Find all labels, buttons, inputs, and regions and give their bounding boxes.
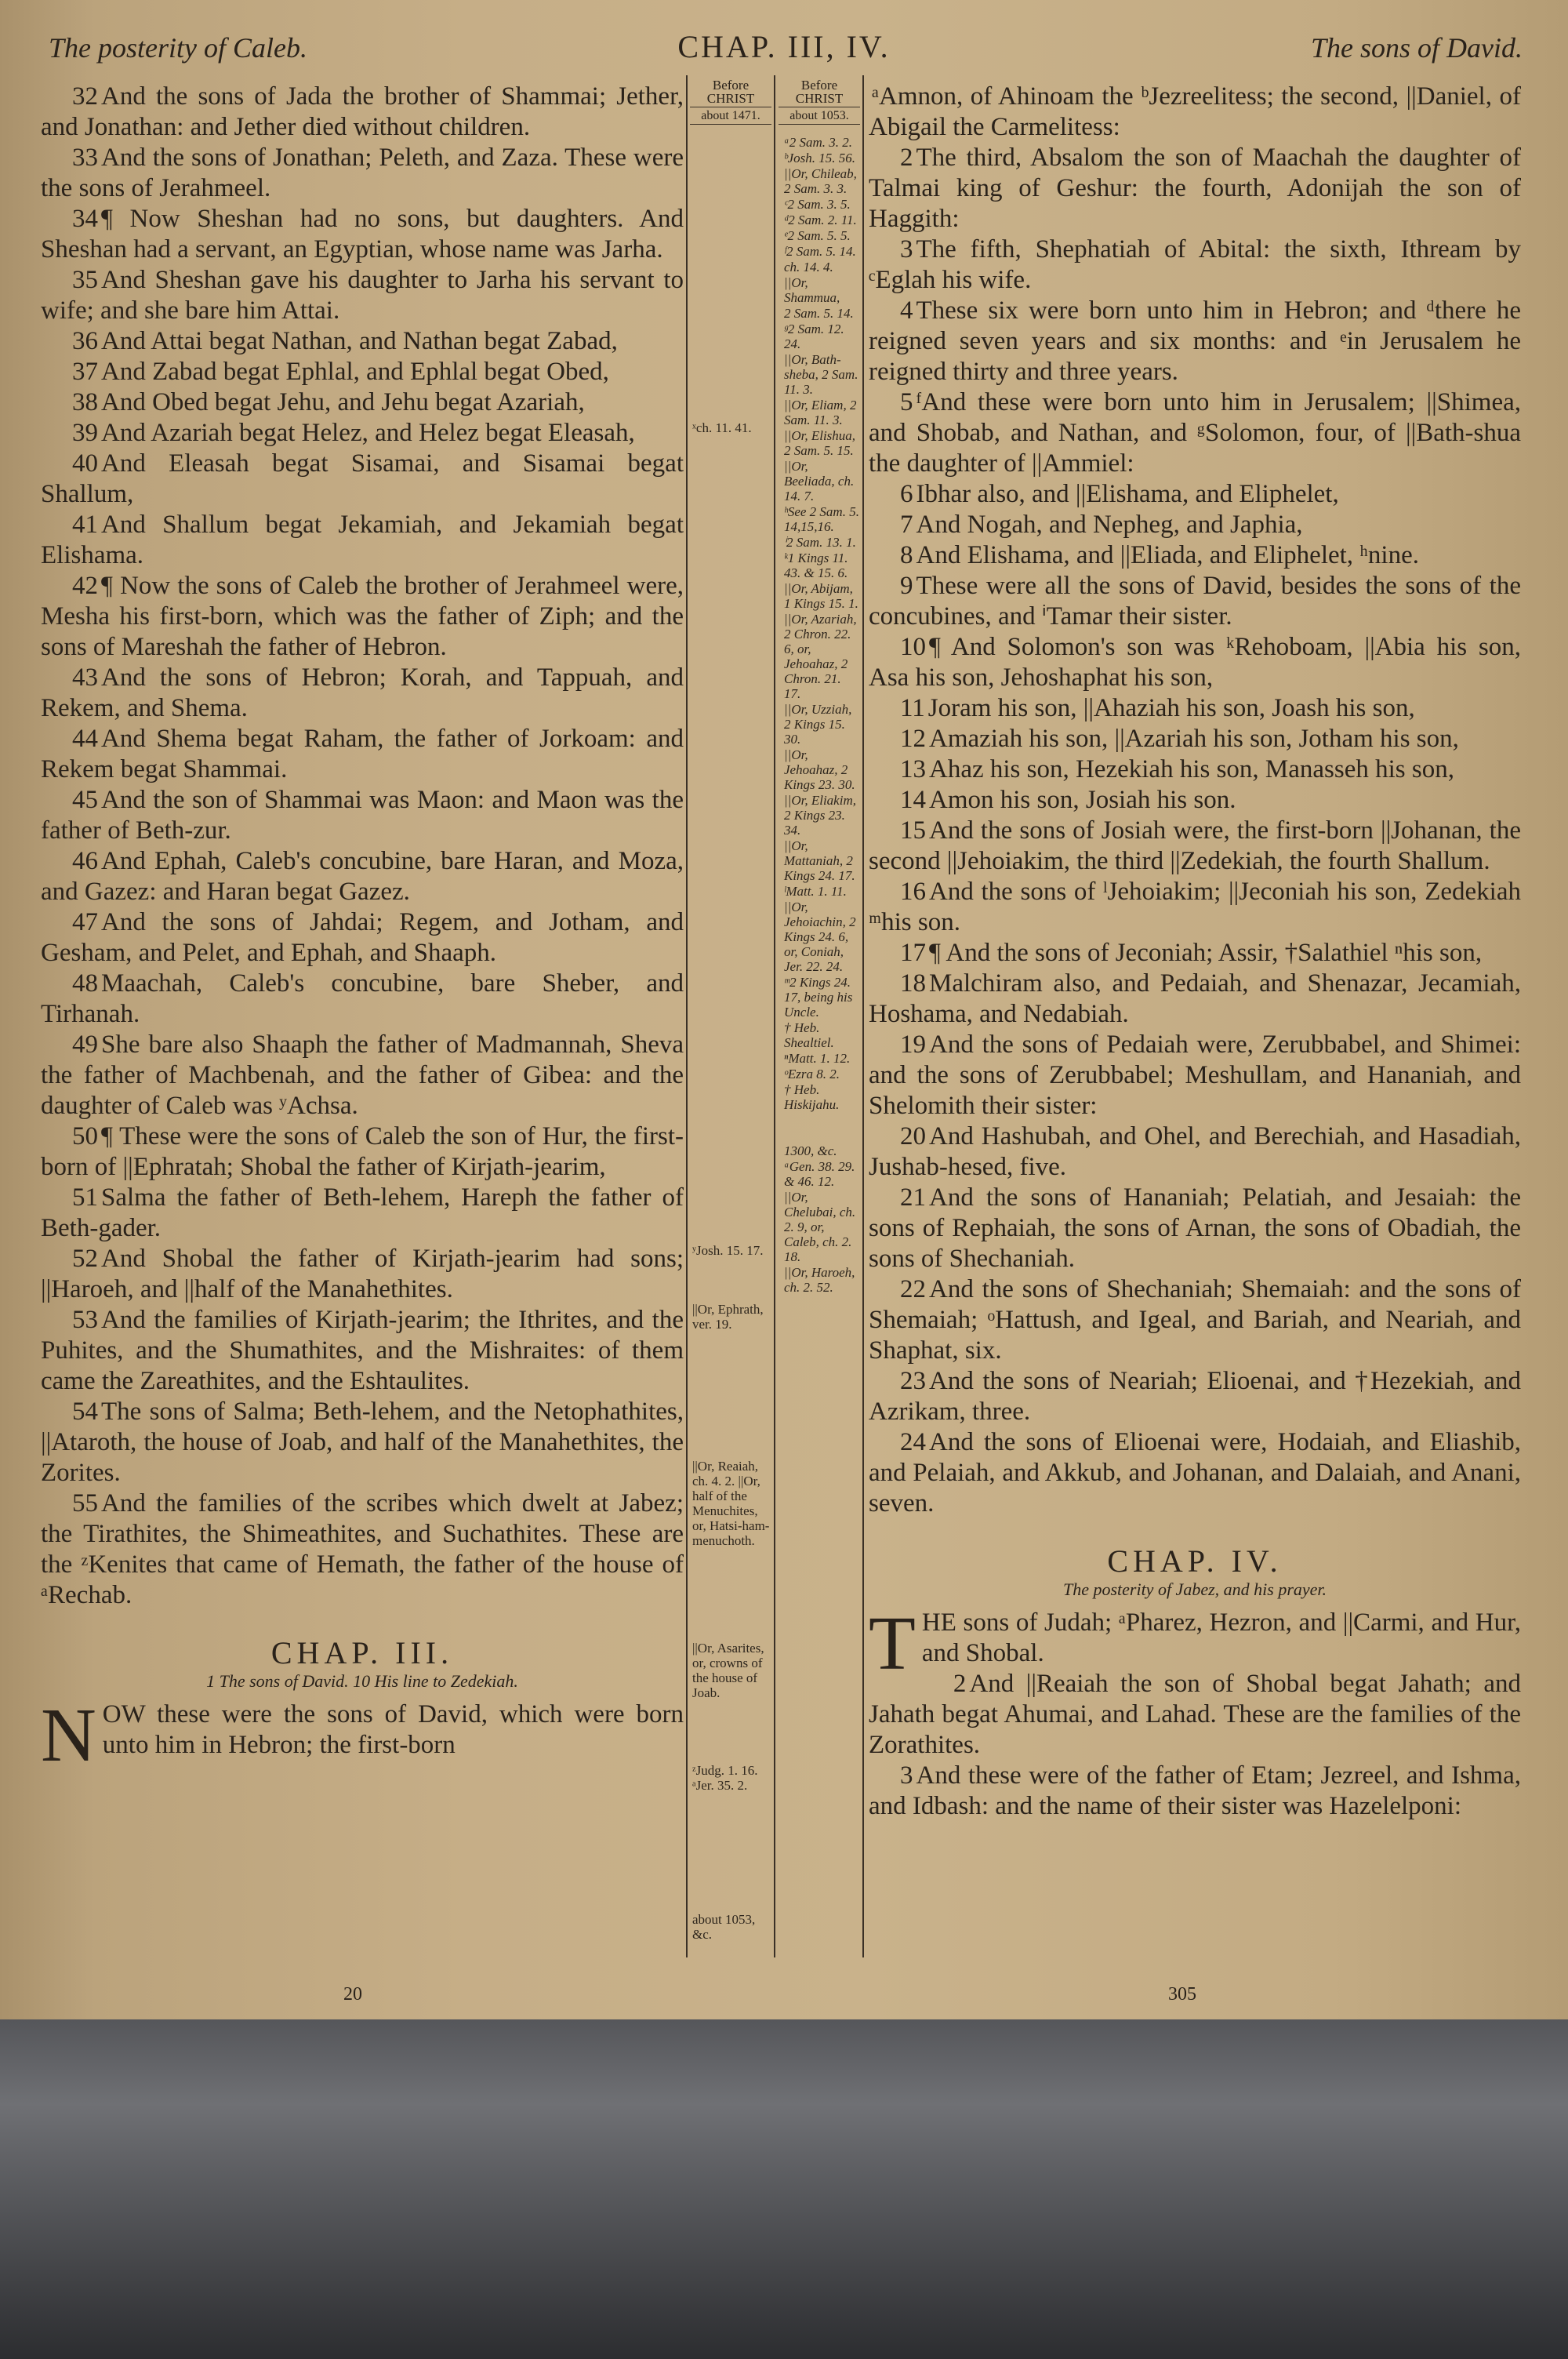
verse-number: 21 [900, 1183, 926, 1212]
margin-ref: ᵐ2 Kings 24. 17, being his Uncle. [784, 975, 853, 1020]
margin-ref: 1300, &c. [784, 1143, 837, 1158]
page-number: 305 [1168, 1984, 1196, 2005]
verse-number: 22 [900, 1275, 926, 1303]
margin-era: Before CHRIST [690, 78, 771, 107]
verse [41, 1030, 684, 1121]
verse-text: And Zabad begat Ephlal, and Ephlal begat Obed, [101, 358, 609, 386]
verse [41, 265, 684, 326]
verse [41, 326, 684, 357]
verse-text: And Hashubah, and Ohel, and Berechiah, and Hasadiah, Jushab-hesed, five. [869, 1122, 1521, 1181]
verse-text: Malchiram also, and Pedaiah, and Shenazar, Jecamiah, Hoshama, and Nedabiah. [869, 969, 1521, 1028]
verse-number: 52 [72, 1245, 98, 1273]
verse-number: 2 [953, 1670, 967, 1698]
margin-note: ˣch. 11. 41. [692, 420, 752, 435]
verse-number: 10 [900, 633, 926, 661]
verse-number: 9 [900, 572, 913, 600]
verse [41, 204, 684, 265]
verse [869, 969, 1521, 1030]
verse-number: 55 [72, 1489, 98, 1518]
margin-ref: ||Or, Uzziah, 2 Kings 15. 30. [784, 702, 852, 747]
margin-ref: ||Or, Elishua, 2 Sam. 5. 15. [784, 428, 856, 458]
margin-ref: ᵏ1 Kings 11. 43. & 15. 6. [784, 551, 848, 580]
verse-text: Joram his son, ||Ahaziah his son, Joash his son, [927, 694, 1415, 722]
margin-ref: ᵃGen. 38. 29. & 46. 12. [784, 1159, 855, 1189]
verse [41, 1121, 684, 1183]
verse [869, 571, 1521, 632]
margin-ref: ʰSee 2 Sam. 5. 14,15,16. [784, 504, 859, 534]
margin-ref: ᵈ2 Sam. 2. 11. [784, 213, 857, 227]
verse-text: And the sons of Hebron; Korah, and Tappuah, and Rekem, and Shema. [41, 663, 684, 722]
verse-number: 47 [72, 908, 98, 936]
signature-mark: 20 [343, 1984, 362, 2005]
verse-text: And the sons of Hananiah; Pelatiah, and Jesaiah: the sons of Rephaiah, the sons of Arnan, the sons of Obadiah, the sons of Shechaniah. [869, 1183, 1521, 1273]
verse-number: 40 [72, 449, 98, 478]
verse [41, 724, 684, 785]
verse-text: And the families of the scribes which dwelt at Jabez; the Tirathites, the Shimeathites, and Suchathites. These are the ᶻKenites that came of Hemath, the father of the house of ᵃRechab. [41, 1489, 684, 1609]
verse-number: 2 [900, 144, 913, 172]
margin-ref: ||Or, Chelubai, ch. 2. 9, or, Caleb, ch. 2. 18. [784, 1190, 856, 1264]
verse-text: And Nogah, and Nepheg, and Japhia, [916, 511, 1303, 539]
verse-text: And the sons of Elioenai were, Hodaiah, and Eliashib, and Pelaiah, and Akkub, and Johanan, and Dalaiah, and Anani, seven. [869, 1428, 1521, 1518]
verse-number: 42 [72, 572, 98, 600]
margin-ref: ||Or, Mattaniah, 2 Kings 24. 17. [784, 838, 855, 883]
verse-text: And the families of Kirjath-jearim; the Ithrites, and the Puhites, and the Shumathites, and the Mishraites: of them came the Zareathites, and the Eshtaulites. [41, 1306, 684, 1395]
margin-era: Before CHRIST [779, 78, 860, 107]
verse-list [41, 82, 684, 1611]
verse-number: 41 [72, 511, 98, 539]
verse-number: 18 [900, 969, 926, 998]
verse-text: And these were of the father of Etam; Jezreel, and Ishma, and Idbash: and the name of their sister was Hazelelponi: [869, 1761, 1521, 1820]
margin-ref: ᶠ2 Sam. 5. 14. [784, 244, 856, 259]
margin-ref: ᶜ2 Sam. 3. 5. [784, 197, 851, 212]
verse-number: 45 [72, 786, 98, 814]
margin-references [784, 135, 861, 1296]
column-rule [774, 75, 775, 1957]
background-surface [0, 2019, 1568, 2359]
verse-text: ¶ And Solomon's son was ᵏRehoboam, ||Abia his son, Asa his son, Jehoshaphat his son, [869, 633, 1521, 692]
opening-text: HE sons of Judah; ᵃPharez, Hezron, and ||Carmi, and Hur, and Shobal. [921, 1608, 1521, 1667]
margin-ref: ⁱ2 Sam. 13. 1. [784, 535, 856, 550]
verse-text: And the sons of Pedaiah were, Zerubbabel, and Shimei: and the sons of Zerubbabel; Meshullam, and Hananiah, and Shelomith their sister: [869, 1030, 1521, 1120]
verse-number: 49 [72, 1030, 98, 1059]
verse-number: 37 [72, 358, 98, 386]
verse-text: ᵃAmnon, of Ahinoam the ᵇJezreelitess; the second, ||Daniel, of Abigail the Carmelitess: [869, 82, 1521, 141]
verse [869, 938, 1521, 969]
verse [869, 877, 1521, 938]
verse-number: 32 [72, 82, 98, 111]
verse [869, 234, 1521, 296]
verse [869, 1183, 1521, 1274]
verse-number: 34 [72, 205, 98, 233]
verse-number: 16 [900, 878, 926, 906]
text-column-left [41, 82, 684, 1778]
verse [41, 82, 684, 143]
verse [41, 1305, 684, 1397]
verse-number: 19 [900, 1030, 926, 1059]
verse-text: She bare also Shaaph the father of Madmannah, Sheva the father of Machbenah, and the father of Gibea: and the daughter of Caleb was ʸAchsa. [41, 1030, 684, 1120]
verse [41, 907, 684, 969]
verse [41, 449, 684, 510]
verse-number: 4 [900, 296, 913, 325]
verse [869, 724, 1521, 754]
verse [41, 510, 684, 571]
verse-number: 13 [900, 755, 926, 783]
verse-text: And Elishama, and ||Eliada, and Eliphelet, ʰnine. [916, 541, 1419, 569]
verse [41, 785, 684, 846]
verse [869, 1121, 1521, 1183]
margin-ref: ||Or, Shammua, [784, 275, 840, 305]
verse [869, 479, 1521, 510]
verse [41, 663, 684, 724]
margin-ref: ||Or, Haroeh, ch. 2. 52. [784, 1265, 855, 1295]
verse-text: And Ephah, Caleb's concubine, bare Haran, and Moza, and Gazez: and Haran begat Gazez. [41, 847, 684, 906]
verse-number: 7 [900, 511, 913, 539]
verse-text: And Shallum begat Jekamiah, and Jekamiah begat Elishama. [41, 511, 684, 569]
verse [869, 754, 1521, 785]
verse-number: 24 [900, 1428, 926, 1456]
verse-text: And Shobal the father of Kirjath-jearim had sons; ||Haroeh, and ||half of the Manahethites. [41, 1245, 684, 1303]
chapter-title: CHAP. IV. [1107, 1543, 1283, 1579]
verse-text: The sons of Salma; Beth-lehem, and the Netophathites, ||Ataroth, the house of Joab, and half of the Manahethites, the Zorites. [41, 1398, 684, 1487]
verse [41, 1244, 684, 1305]
verse-text: And Shema begat Raham, the father of Jorkoam: and Rekem begat Shammai. [41, 725, 684, 783]
margin-note: ||Or, Asarites, or, crowns of the house of Joab. [692, 1641, 764, 1700]
margin-head-left [690, 78, 771, 125]
verse-number: 38 [72, 388, 98, 416]
verse [869, 1366, 1521, 1427]
verse-number: 48 [72, 969, 98, 998]
verse-text: And Obed begat Jehu, and Jehu begat Azariah, [101, 388, 585, 416]
verse-text: And ||Reaiah the son of Shobal begat Jahath; and Jahath begat Ahumai, and Lahad. These are the families of the Zorathites. [869, 1670, 1521, 1759]
chapter-opening [869, 1601, 1521, 1686]
verse [869, 387, 1521, 479]
verse-text: And the son of Shammai was Maon: and Maon was the father of Beth-zur. [41, 786, 684, 845]
verse [41, 387, 684, 418]
verse-number: 46 [72, 847, 98, 875]
verse [869, 540, 1521, 571]
verse-text: ¶ And the sons of Jeconiah; Assir, †Salathiel ⁿhis son, [929, 939, 1483, 967]
verse [41, 418, 684, 449]
margin-note: ||Or, Reaiah, ch. 4. 2. ||Or, half of the Menuchites, or, Hatsi-ham-menuchoth. [692, 1459, 770, 1548]
margin-ref: ||Or, Bath-sheba, 2 Sam. 11. 3. [784, 352, 858, 397]
verse-number: 3 [900, 235, 913, 264]
verse-text: Salma the father of Beth-lehem, Hareph the father of Beth-gader. [41, 1183, 684, 1242]
margin-ref: ᵒEzra 8. 2. [784, 1067, 840, 1081]
verse [869, 296, 1521, 387]
verse-number: 17 [900, 939, 926, 967]
verse [41, 969, 684, 1030]
verse-number: 35 [72, 266, 98, 294]
verse-text: And Eleasah begat Sisamai, and Sisamai begat Shallum, [41, 449, 684, 508]
verse-number: 15 [900, 816, 926, 845]
verse-number: 36 [72, 327, 98, 355]
verse-text: And the sons of Josiah were, the first-born ||Johanan, the second ||Jehoiakim, the third ||Zedekiah, the fourth Shallum. [869, 816, 1521, 875]
running-head-left: The posterity of Caleb. [49, 32, 307, 64]
verse-text: And the sons of Jonathan; Peleth, and Zaza. These were the sons of Jerahmeel. [41, 144, 684, 202]
verse [869, 1669, 1521, 1761]
margin-ref: 2 Sam. 5. 14. [784, 306, 854, 321]
margin-note: ||Or, Ephrath, ver. 19. [692, 1302, 764, 1332]
margin-ref: ||Or, Azariah, 2 Chron. 22. 6, or, Jehoahaz, 2 Chron. 21. 17. [784, 612, 857, 701]
verse-text: And the sons of Jahdai; Regem, and Jotham, and Gesham, and Pelet, and Ephah, and Shaaph. [41, 908, 684, 967]
margin-ref: ||Or, Jehoiachin, 2 Kings 24. 6, or, Coniah, Jer. 22. 24. [784, 900, 856, 974]
column-rule [862, 75, 864, 1957]
running-head-right: The sons of David. [1311, 32, 1523, 64]
margin-ref: ⁿMatt. 1. 12. [784, 1051, 851, 1066]
verse [41, 571, 684, 663]
verse [869, 82, 1521, 143]
margin-note: ᶻJudg. 1. 16. ᵃJer. 35. 2. [692, 1763, 758, 1793]
verse-number: 43 [72, 663, 98, 692]
verse-number: 23 [900, 1367, 926, 1395]
verse [41, 1488, 684, 1611]
chapter-opening [41, 1693, 684, 1778]
drop-cap: N [41, 1693, 96, 1778]
verse [869, 1761, 1521, 1822]
verse [869, 816, 1521, 877]
verse-text: Ahaz his son, Hezekiah his son, Manasseh his son, [929, 755, 1454, 783]
verse-list [869, 82, 1521, 1519]
verse-text: And the sons of Shechaniah; Shemaiah: and the sons of Shemaiah; ᵒHattush, and Igeal, and Bariah, and Neariah, and Shaphat, six. [869, 1275, 1521, 1365]
verse [869, 632, 1521, 693]
chapter-summary: The posterity of Jabez, and his prayer. [1062, 1579, 1327, 1599]
verse-number: 50 [72, 1122, 98, 1150]
verse [41, 143, 684, 204]
verse-number: 51 [72, 1183, 98, 1212]
verse [869, 785, 1521, 816]
verse-text: These were all the sons of David, besides the sons of the concubines, and ⁱTamar their sister. [869, 572, 1521, 631]
verse-text: And Azariah begat Helez, and Helez begat Eleasah, [101, 419, 635, 447]
margin-ref: ||Or, Chileab, 2 Sam. 3. 3. [784, 166, 857, 196]
margin-ref: ᵍ2 Sam. 12. 24. [784, 322, 844, 351]
running-head-center: CHAP. III, IV. [677, 29, 891, 64]
verse [41, 1397, 684, 1488]
verse-text: Amon his son, Josiah his son. [929, 786, 1236, 814]
margin-note: ʸJosh. 15. 17. [692, 1243, 764, 1258]
verse-number: 54 [72, 1398, 98, 1426]
opening-text: OW these were the sons of David, which were born unto him in Hebron; the first-born [102, 1700, 684, 1759]
verse-number: 14 [900, 786, 926, 814]
verse-number: 44 [72, 725, 98, 753]
verse [869, 510, 1521, 540]
chapter-summary: 1 The sons of David. 10 His line to Zedekiah. [206, 1671, 518, 1691]
verse-list [869, 1669, 1521, 1822]
verse [41, 357, 684, 387]
margin-ref: ||Or, Eliam, 2 Sam. 11. 3. [784, 398, 857, 427]
margin-ref: ||Or, Beeliada, ch. 14. 7. [784, 459, 855, 503]
verse [41, 846, 684, 907]
verse-text: And Attai begat Nathan, and Nathan begat Zabad, [101, 327, 618, 355]
verse-text: ᶠAnd these were born unto him in Jerusalem; ||Shimea, and Shobab, and Nathan, and ᵍSolomon, four, of ||Bath-shua the daughter of ||Ammiel: [869, 388, 1521, 478]
margin-ref: ˡMatt. 1. 11. [784, 884, 847, 899]
verse [869, 1427, 1521, 1519]
verse-number: 5 [900, 388, 913, 416]
verse-text: Maachah, Caleb's concubine, bare Sheber, and Tirhanah. [41, 969, 684, 1028]
verse-text: These six were born unto him in Hebron; and ᵈthere he reigned seven years and six months: and ᵉin Jerusalem he reigned thirty and three years. [869, 296, 1521, 386]
text-column-right [869, 82, 1521, 1822]
verse-text: ¶ These were the sons of Caleb the son of Hur, the first-born of ||Ephratah; Shobal the father of Kirjath-jearim, [41, 1122, 684, 1181]
verse-text: And the sons of Jada the brother of Shammai; Jether, and Jonathan: and Jether died without children. [41, 82, 684, 141]
margin-year: about 1471. [690, 109, 771, 125]
drop-cap: T [869, 1601, 916, 1686]
verse-number: 39 [72, 419, 98, 447]
margin-ref: ᵉ2 Sam. 5. 5. [784, 228, 851, 243]
verse-text: Amaziah his son, ||Azariah his son, Jotham his son, [929, 725, 1459, 753]
verse-text: The third, Absalom the son of Maachah the daughter of Talmai king of Geshur: the fourth, Adonijah the son of Haggith: [869, 144, 1521, 233]
margin-ref: ᵇJosh. 15. 56. [784, 151, 855, 165]
verse-text: ¶ Now the sons of Caleb the brother of Jerahmeel were, Mesha his first-born, which was the father of Ziph; and the sons of Mareshah the father of Hebron. [41, 572, 684, 661]
verse-number: 6 [900, 480, 913, 508]
verse [41, 1183, 684, 1244]
verse-number: 11 [900, 694, 925, 722]
verse-number: 53 [72, 1306, 98, 1334]
margin-ref: ||Or, Eliakim, 2 Kings 23. 34. [784, 793, 856, 838]
margin-note: about 1053, &c. [692, 1912, 756, 1942]
verse [869, 143, 1521, 234]
margin-ref: ||Or, Jehoahaz, 2 Kings 23. 30. [784, 747, 855, 792]
margin-ref: ch. 14. 4. [784, 260, 833, 274]
margin-ref: ||Or, Abijam, 1 Kings 15. 1. [784, 581, 858, 611]
margin-ref: ᵃ2 Sam. 3. 2. [784, 135, 853, 150]
verse [869, 693, 1521, 724]
verse [869, 1274, 1521, 1366]
verse-number: 12 [900, 725, 926, 753]
verse-text: ¶ Now Sheshan had no sons, but daughters. And Sheshan had a servant, an Egyptian, whose name was Jarha. [41, 205, 684, 264]
verse-number: 8 [900, 541, 913, 569]
verse-number: 33 [72, 144, 98, 172]
verse-text: Ibhar also, and ||Elishama, and Eliphelet, [916, 480, 1339, 508]
verse-text: And the sons of ˡJehoiakim; ||Jeconiah his son, Zedekiah ᵐhis son. [869, 878, 1521, 936]
margin-year: about 1053. [779, 109, 860, 125]
column-rule [686, 75, 688, 1957]
margin-head-right [779, 78, 860, 125]
margin-ref: † Heb. Shealtiel. [784, 1020, 834, 1050]
verse-text: And the sons of Neariah; Elioenai, and †Hezekiah, and Azrikam, three. [869, 1367, 1521, 1426]
chapter-title: CHAP. III. [270, 1635, 454, 1670]
margin-ref: † Heb. Hiskijahu. [784, 1082, 840, 1112]
verse [869, 1030, 1521, 1121]
verse-text: The fifth, Shephatiah of Abital: the sixth, Ithream by ᶜEglah his wife. [869, 235, 1521, 294]
verse-number: 20 [900, 1122, 926, 1150]
verse-number: 3 [900, 1761, 913, 1790]
verse-text: And Sheshan gave his daughter to Jarha his servant to wife; and she bare him Attai. [41, 266, 684, 325]
